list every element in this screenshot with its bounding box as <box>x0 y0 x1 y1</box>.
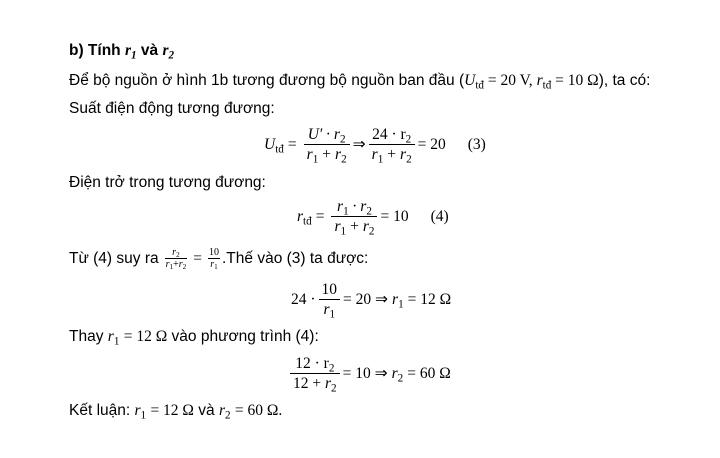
eq4-equals: = <box>315 207 325 225</box>
substitute-suffix: vào phương trình (4): <box>171 328 319 345</box>
substitute-line <box>69 327 319 347</box>
deduce-prefix: Từ (4) suy ra <box>69 249 159 267</box>
eq5-result: = 12 Ω <box>407 290 452 308</box>
eq3-fraction-2 <box>369 125 415 164</box>
substitute-value: = 12 Ω <box>123 328 168 345</box>
deduce-suffix: .Thế vào (3) ta được: <box>222 249 369 267</box>
conclusion-prefix: Kết luận: <box>69 402 131 419</box>
eq6-denominator: $12 + r_2$ <box>293 375 337 395</box>
deduce-frac1-num: $r_2$ <box>172 247 180 260</box>
eq3-equals: = <box>287 135 297 153</box>
eq5-numerator: 10 <box>321 281 338 298</box>
eq4-denominator: $r_1 + r_2$ <box>334 218 375 238</box>
conclusion-conj: và <box>198 402 215 419</box>
deduce-line <box>69 247 368 270</box>
eq3-lhs: $U_{tđ}$ <box>264 135 284 155</box>
eq4-fraction <box>331 197 377 236</box>
emf-label: Suất điện động tương đương: <box>69 100 275 117</box>
equation-3 <box>264 125 486 164</box>
intro-line <box>69 71 650 91</box>
eq4-numerator: $r_1 \cdot r_2$ <box>337 198 372 218</box>
eq6-result: = 60 Ω <box>407 364 451 382</box>
deduce-equals: = <box>193 249 202 267</box>
eq6-var: $r_2$ <box>391 364 404 384</box>
eq3-result: = 20 <box>417 135 446 153</box>
eq4-lhs: $r_{tđ}$ <box>297 207 312 227</box>
equation-6 <box>287 354 451 393</box>
deduce-frac2-num: 10 <box>209 247 219 258</box>
heading-conj: và <box>140 42 159 59</box>
eq3-frac1-denominator: $r_1 + r_2$ <box>306 146 347 166</box>
intro-r-value: = 10 Ω <box>551 72 599 89</box>
eq3-implies: ⇒ <box>352 136 366 153</box>
resistance-label: Điện trở trong tương đương: <box>69 174 266 191</box>
eq5-var: $r_1$ <box>392 290 404 310</box>
eq3-tag: (3) <box>467 135 486 153</box>
deduce-frac1-den: $r_1+r_2$ <box>165 259 187 272</box>
eq3-fraction-1 <box>304 125 350 164</box>
eq5-fraction <box>319 280 341 319</box>
deduce-fraction-1 <box>165 247 188 270</box>
eq3-frac2-denominator: $r_1 + r_2$ <box>371 146 412 166</box>
intro-r-var: $r_{tđ}$ <box>536 72 552 92</box>
section-heading <box>69 41 174 61</box>
eq3-frac1-numerator: $U' \cdot r_2$ <box>307 126 346 146</box>
eq4-tag: (4) <box>430 207 449 225</box>
heading-r1: $r_1$ <box>124 42 137 62</box>
eq3-frac2-numerator: $24 \cdot r_2$ <box>372 126 412 146</box>
deduce-frac2-den: $r_1$ <box>210 259 218 272</box>
deduce-fraction-2 <box>208 247 220 270</box>
conclusion-line <box>69 401 282 421</box>
equation-4 <box>297 197 449 236</box>
conclusion-v2: = 60 Ω. <box>234 402 283 419</box>
substitute-var: $r_1$ <box>107 328 120 348</box>
conclusion-r2: $r_2$ <box>218 402 231 422</box>
intro-tail: ), ta có: <box>598 72 651 89</box>
eq5-denominator: $r_1$ <box>323 301 336 321</box>
intro-u-var: $U_{tđ}$ <box>464 72 485 92</box>
conclusion-v1: = 12 Ω <box>150 402 194 419</box>
intro-text: Để bộ nguồn ở hình 1b tương đương bộ nguồn ban đầu ( <box>69 72 465 89</box>
eq5-tail: = 20 ⇒ <box>343 291 389 308</box>
eq6-tail: = 10 ⇒ <box>342 365 388 382</box>
heading-r2: $r_2$ <box>162 42 175 62</box>
eq6-numerator: $12 \cdot r_2$ <box>295 355 335 375</box>
intro-u-value: = 20 V, <box>484 72 537 89</box>
eq5-coef: 24 · <box>291 290 316 308</box>
eq6-fraction <box>290 354 340 393</box>
eq4-result: = 10 <box>380 207 409 225</box>
heading-label: b) Tính <box>69 42 121 59</box>
equation-5 <box>291 280 451 319</box>
conclusion-r1: $r_1$ <box>134 402 147 422</box>
substitute-prefix: Thay <box>69 328 104 345</box>
